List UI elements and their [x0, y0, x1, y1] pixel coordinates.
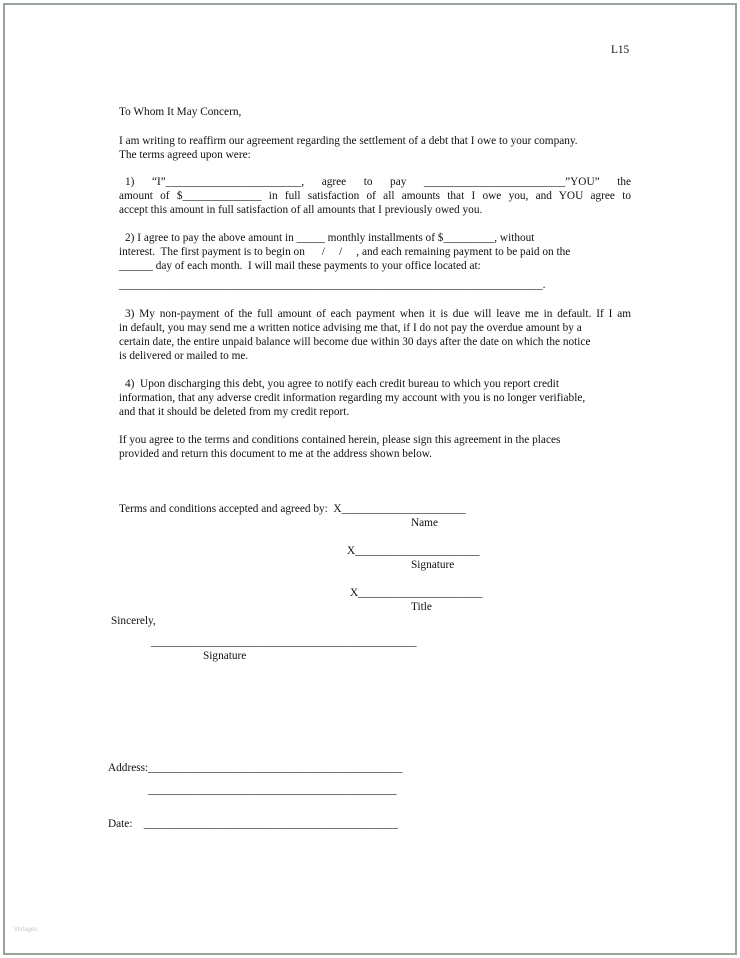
term3-line-2: in default, you may send me a written notice advising me that, if I do not pay the overdue amount by a [119, 322, 582, 334]
sincerely: Sincerely, [111, 615, 156, 627]
acceptance-title-line: X______________________ [350, 587, 483, 599]
intro-line-1: I am writing to reaffirm our agreement regarding the settlement of a debt that I owe to your company. [119, 135, 578, 147]
sender-signature-label: Signature [203, 650, 247, 662]
term4-line-2: information, that any adverse credit information regarding my account with you is no longer verifiable, [119, 392, 586, 404]
sender-signature-line: _______________________________________________ [151, 636, 417, 648]
address-line-1: Address:_____________________________________________ [108, 762, 403, 774]
name-label: Name [411, 517, 438, 529]
term3-line-3: certain date, the entire unpaid balance will become due within 30 days after the date on which the notice [119, 336, 591, 348]
term3-line-4: is delivered or mailed to me. [119, 350, 249, 362]
closing-line-1: If you agree to the terms and conditions contained herein, please sign this agreement in the places [119, 434, 561, 446]
watermark: Vorlagen [14, 927, 38, 933]
signature-label: Signature [411, 559, 455, 571]
acceptance-name-line: Terms and conditions accepted and agreed by: X______________________ [119, 503, 466, 515]
term4-line-1: 4) Upon discharging this debt, you agree to notify each credit bureau to which you report credit [125, 378, 559, 390]
term2-line-3: ______ day of each month. I will mail these payments to your office located at: [119, 260, 481, 272]
term2-address-line: ___________________________________________________________________________. [119, 279, 546, 291]
title-label: Title [411, 601, 432, 613]
term4-line-3: and that it should be deleted from my credit report. [119, 406, 350, 418]
address-line-2: ____________________________________________ [148, 784, 397, 796]
closing-line-2: provided and return this document to me at the address shown below. [119, 448, 432, 460]
term1-line-3: accept this amount in full satisfaction of all amounts that I previously owed you. [119, 204, 483, 216]
intro-line-2: The terms agreed upon were: [119, 149, 251, 161]
term3-line-1: 3) My non-payment of the full amount of each payment when it is due will leave me in default. If I am [125, 308, 631, 320]
salutation: To Whom It May Concern, [119, 106, 242, 118]
term2-line-1: 2) I agree to pay the above amount in _____ monthly installments of $_________, without [125, 232, 535, 244]
date-line: Date: _____________________________________________ [108, 818, 398, 830]
acceptance-signature-line: X______________________ [347, 545, 480, 557]
term1-line-2: amount of $______________ in full satisfaction of all amounts that I owe you, and YOU agree to [119, 190, 631, 202]
page-id: L15 [611, 44, 630, 56]
term1-line-1: 1) “I”________________________, agree to pay _________________________”YOU” the [125, 176, 631, 188]
term2-line-2: interest. The first payment is to begin on / / , and each remaining payment to be paid on the [119, 246, 571, 258]
